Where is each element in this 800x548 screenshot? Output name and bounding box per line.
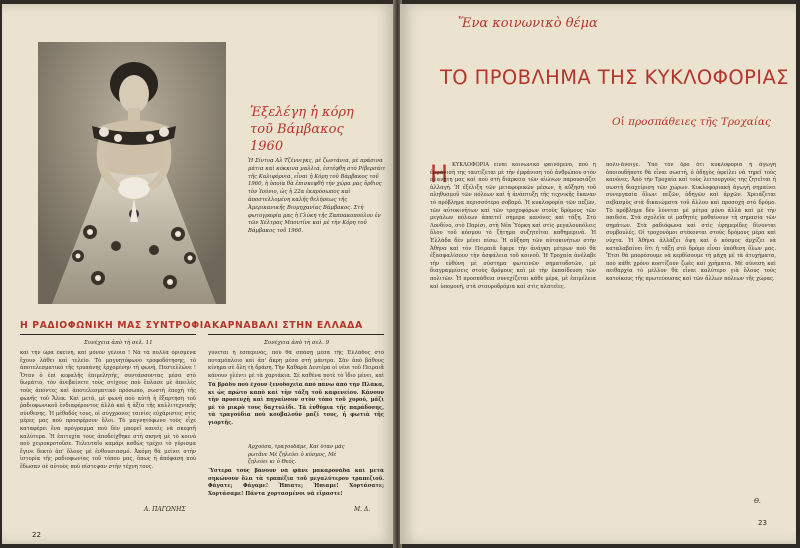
article-title: ΤΟ ΠΡΟΒΛΗΜΑ ΤΗΣ ΚΥΚΛΟΦΟΡΙΑΣ: [440, 66, 789, 89]
radio-section-heading: Η ΡΑΔΙΟΦΩΝΙΚΗ ΜΑΣ ΣΥΝΤΡΟΦΙΑ: [20, 320, 212, 331]
page-number-left: 22: [32, 531, 41, 539]
radio-article-text: καὶ τὴν ὥρα ἐκείνη, καὶ μόνον γέλοια ! Νὰ τὰ πολλὰ ὀρισμένα ἔχουν λάθει καὶ τελείο. Τὸ μαγνητόφωνο τροφοδότησης, τὸ ἀποτελεσματικὸ τῆς τρυπάνης ἐρχομένην τὴ φωνή, Πεστελλώνε ! Ὅταν ὁ ἐπὶ κεφαλῆς ἐπιμελητής, συντάσσοντας μέσα στὸ δωμάτιο, τὸν ἀνεβαίνετε τοὺς στίχους ποὺ ἔπλασε μὲ ἀπειλὲς τοὺς ἀπόντες καὶ ἀποτελεσματικὸ πρόσωπο, σωστὴ ἐποχή τῆς φωνῆς τοῦ Ἄλεκ. Καὶ μετά, μὲ φωνὴ ποὺ αὐτὴ ἡ ἔξαρτηση τοῦ ῥαδιοφωνικοῦ ἐνδιαφέροντος ἀλλὰ καὶ ἡ ἀξία τῆς καλλιτεχνικῆς σύνθεσης. Ἡ μέθοδός τους, οἱ σύγχρονες ταινίες εὐχάριστες στὶς μέρες μας ποὺ προσφέρουν ὅλοι. Τὸ μαγνητόφωνο τοὺς εἶχε καταφέρει ἕνα πρόγραμμα ποὺ δὲν μπορεῖ κανεὶς νὰ σκεφτῆ καλύτερα. Ἡ ἐπιτυχία τους ἀποδείχθηκε στὴ σκηνή μὲ τὸ κοινὸ ποὺ χειροκροτοῦσε. Τελευταῖο καμάρι καθὼς τρέχει τὸ γύρισμα ἔγινε δεκτὸ ἀπ' ὅλους μὲ ἐνθουσιασμό. Ἀκόμη θὰ μείνει στὴν ἱστορία τῆς ραδιοφωνίας τοῦ τόπου μας, ὅπως ἡ ἀπόφαση ποὺ ἔδωσαν σὲ αὐτοὺς ποὺ πίστεψαν στὴν τέχνη τους.: [20, 350, 196, 470]
page-number-right: 23: [758, 519, 767, 527]
photo-title: Ἐξελέγη ἡ κόρη τοῦ Βάμβακος 1960: [250, 105, 354, 154]
carnival-bold-paragraph: Τὰ βράδυ ποὺ ἔχουν ξενοδοχεῖα ἀπὸ πάνω ἀπὸ τὴν Πλάκα, κι ὡς πρώτο καπὸ καὶ τὴν τάξη τοῦ καφενείου. Κάνουν τὴν προσευχὴ καὶ πηγαίνουν στὸν τόπο τοῦ χορού, μάζι μὲ τὸ μικρὸ τους δαχτυλίδι. Τὰ ἐνθύμια τῆς παράδοσης, τὰ τραγούδια ποὺ κουβαλοῦν μαζί τους, ἡ φωτιὰ τῆς γιορτῆς.: [208, 382, 384, 426]
carnival-signature: Μ. Δ.: [354, 506, 371, 513]
left-page: [2, 4, 395, 544]
article-column-1: ΚΥΚΛΟΦΟΡΙΑ εἶναι κοινωνικὸ φαινόμενο, ποὺ ἡ ἐμφάνισή της ταυτίζεται μὲ τὴν ἐμφάνιση τοῦ ἀνθρώπου στὸν πλανήτη μας καὶ ποὺ στὴ διάρκεια τῶν αἰώνων παρουσιάζει ἀλλαγή. Ἡ ἐξέλιξη τῶν μεταφορικῶν μέσων, ἡ αὔξηση τοῦ πληθυσμοῦ τῶν πόλεων καὶ ἡ ἀνάπτυξη τῆς τεχνικῆς ἔκαναν τὸ πρόβλημα περισσότερο σοβαρό. Ἡ κυκλοφορία τῶν πεζῶν, τῶν αὐτοκινήτων καὶ τῶν τροχοφόρων στοὺς δρόμους τῶν μεγάλων πόλεων ἀπαιτεῖ σήμερα κανόνες καὶ τάξη. Στὸ Λονδίνο, στὸ Παρίσι, στὴ Νέα Ὑόρκη καὶ στὶς μεγαλουπόλεις ὅλου τοῦ κόσμου τὸ ζήτημα συζητεῖται καθημερινά. Ἡ Ἑλλάδα δὲν μένει πίσω. Ἡ αὔξηση τῶν αὐτοκινήτων στὴν Ἀθήνα καὶ τὸν Πειραιᾶ ἔφερε τὴν ἀνάγκη μέτρων ποὺ θὰ ἐξασφαλίσουν τὴν ἀσφάλεια τοῦ κοινοῦ. Ἡ Τροχαία ἀνέλαβε τὴν εὐθύνη μὲ σύστημα φωτεινῶν σηματοδοτῶν, μὲ διαγραμμίσεις στοὺς δρόμους καὶ μὲ τὴν ἐκπαίδευση τῶν πολιτῶν. Ἡ προσπάθεια συνεχίζεται κάθε μέρα, μὲ ἐπιμέλεια καὶ ὑπομονή, στὰ σταυροδρόμια καὶ στὶς πλατεῖες.: [430, 162, 596, 290]
carnival-section-heading: ΚΑΡΝΑΒΑΛΙ ΣΤΗΝ ΕΛΛΑΔΑ: [212, 320, 363, 331]
article-signature: Θ.: [754, 498, 761, 505]
carnival-verse: Ἀρχοῦσα, τραγουδᾶμε, Καὶ ὅταν μᾶς ρωτᾶνε Μὲ ζηλεύει ὁ κόσμος, Μὲ ζηλεύει κι ὁ Θεός.: [248, 444, 345, 466]
radio-signature: Α. ΠΑΓΩΝΗΣ: [144, 506, 186, 513]
drop-cap: Η: [430, 160, 449, 188]
carnival-continuation: Συνέχεια ἀπὸ τὴ σελ. 9: [264, 340, 330, 346]
carnival-heading-rule: [208, 334, 384, 335]
radio-heading-rule: [20, 334, 196, 335]
carnival-bold-paragraph-2: Ὕστερα τοὺς βάνουν νὰ φᾶνε μακαρονάδα καὶ μετὰ σηκώνουν ὅλα τὰ τραπέζια τοῦ μεγαλύτερου τραπεζιοῦ. Φάγατε; Φάγαμε! Ἡπιατε; Ἡπιαμε! Χορτάσατε; Χορτάσαμε! Πάντα χορτασμένοι νὰ εἴμαστε!: [208, 468, 384, 497]
radio-continuation: Συνέχεια ἀπὸ τὴ σελ. 11: [84, 340, 153, 346]
carnival-article-text: γύνεται ἡ ἑσπερινός, ποὺ θὰ σπάσῃ μέσα τῆς Ἑλλάδος στὸ ποταμόπλοιο καὶ ἀπ' ἄκρη μέσα στὴ μάντρα. Σὰν ἀπὸ βάθους κίνημα σὲ ὅλη τὴ δράση. Τὴν Καθαρὰ Δευτέρα οἱ νέοι τοῦ Πειραιᾶ κάνουν γλέντι μὲ τὰ χαρτάκια. Σὲ καθένα ποτὲ τὸ ἴδιο μένει, καὶ: [208, 350, 384, 379]
photo-caption: Ἡ Σίντυα Αλ Τζέννιγκς, μὲ ζωντάνια, μὲ πράσινα μάτια καὶ κόκκινα μαλλιά, ἐστέφθη στὸ Ρίβερσάιτ τῆς Καλιφόρνια, εἶναι ἡ Κόρη τοῦ Βάμβακος τοῦ 1960, ἡ ὁποία θὰ ἐπισκεφθῆ τὴν χώρα μας ὅρθιος τὸν Ἰούνιο, ὡς ἡ 22α ἐκπρόσωπος καὶ ἀποστελλομένη καλῆς θελήσεως τῆς Ἀμερικανικῆς Βιομηχανίας Βάμβακος. Στὴ φωτογραφία μας ἡ Γλύκη τῆς Ζαππακοπούλου ἐν τῶν Χέλτρας Μπουτίνε καὶ μὲ τὴν Κόρη τοῦ Βάμβακος τοῦ 1960.: [248, 158, 386, 235]
cotton-queen-photo: [38, 42, 226, 304]
right-page: [400, 4, 796, 544]
article-column-2: πολυ-ἄνοιγε. Ὑπὸ τὸν ὅρο ὅτι κυκλοφορία ἡ ἀγωγὴ ὁποιουδήποτε θὰ εἶναι σωστή, ὁ ὁδηγὸς ὀφείλει νὰ τηρεῖ τοὺς κανόνες. Ἀπὸ τὴν Τροχαία καὶ τοὺς λειτουργοὺς της ζητεῖται ἡ σωστὴ διαχείριση τῶν χώρων. Κυκλοφοριακὴ ἀγωγὴ σημαίνει συνεργασία ὅλων: πεζῶν, ὁδηγῶν καὶ ἀρχῶν. Χρειάζεται σεβασμὸς στὰ δικαιώματα τοῦ ἄλλου καὶ προσοχὴ στὸ δρόμο. Τὸ πρόβλημα δὲν λύνεται μὲ μέτρα μόνο ἀλλὰ καὶ μὲ τὴν παιδεία. Στὰ σχολεῖα οἱ μαθητὲς μαθαίνουν τὴ σημασία τῶν σημάτων. Στὰ ραδιόφωνα καὶ στὶς ἐφημερίδες δίνονται συμβουλές. Οἱ τροχονόμοι στέκονται στοὺς δρόμους μέρα καὶ νύχτα. Ἡ Ἀθήνα ἀλλάζει ὄψη καὶ ὁ κόσμος ἀρχίζει νὰ καταλαβαίνει ὅτι ἡ τάξη στὸ δρόμο εἶναι ὑπόθεση ὅλων μας. Ἔτσι θὰ μπορέσουμε νὰ κερδίσουμε τὴ μάχη μὲ τὰ ἀτυχήματα, ποὺ κάθε χρόνο κοστίζουν ζωὲς καὶ χρήματα. Μὲ σύνεση καὶ πειθαρχία τὸ μέλλον θὰ εἶναι καλύτερο γιὰ ὅλους τοὺς κατοίκους τῆς πρωτεύουσας καὶ τῶν ἄλλων πόλεων τῆς χώρας.: [606, 162, 776, 282]
article-subtitle: Οἱ προσπάθειες τῆς Τροχαίας: [612, 116, 771, 128]
article-kicker: Ἕνα κοινωνικὸ θέμα: [458, 16, 598, 31]
